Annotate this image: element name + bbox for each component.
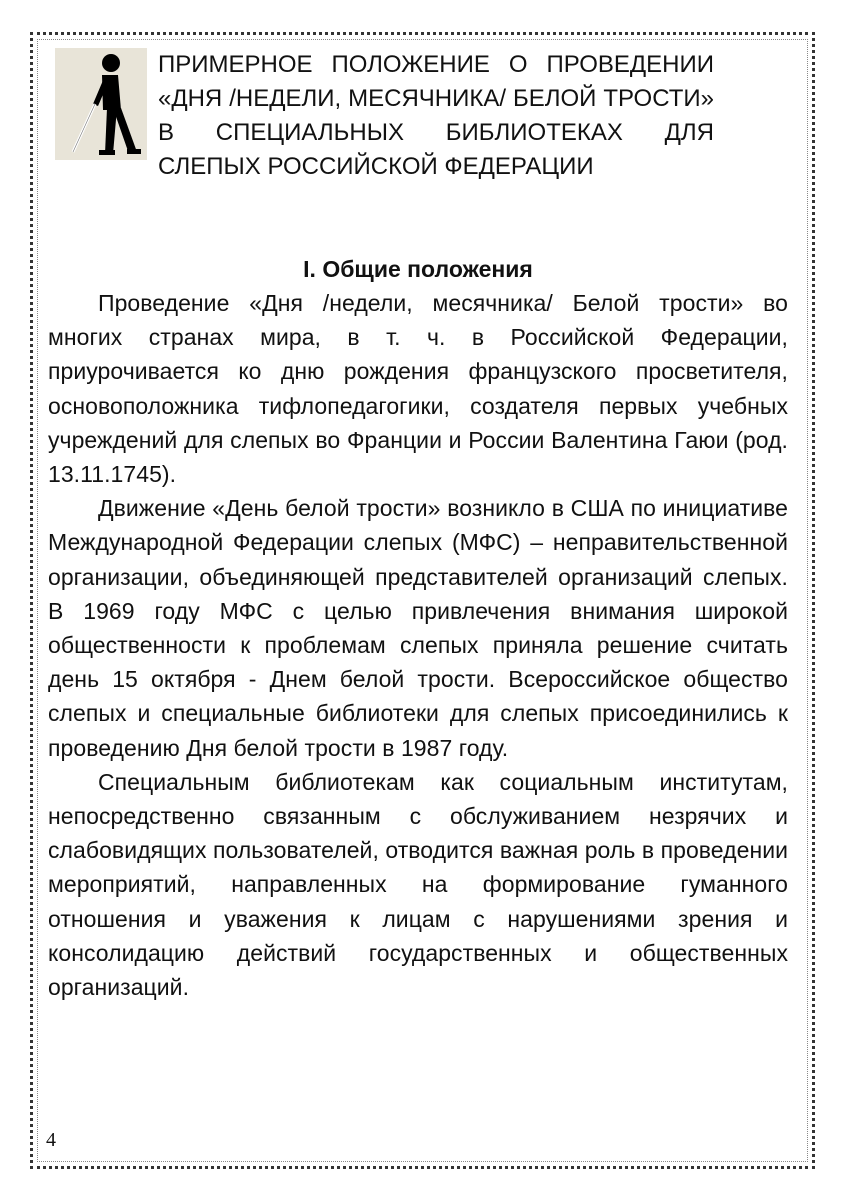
document-title: ПРИМЕРНОЕ ПОЛОЖЕНИЕ О ПРОВЕДЕНИИ «ДНЯ /НЕДЕЛИ, МЕСЯЧНИКА/ БЕЛОЙ ТРОСТИ» В СПЕЦИАЛЬНЫХ БИБЛИОТЕКАХ ДЛЯ СЛЕПЫХ РОССИЙСКОЙ ФЕДЕРАЦИИ bbox=[158, 51, 714, 180]
section-heading: I. Общие положения bbox=[303, 256, 533, 282]
white-cane-walker-icon bbox=[55, 48, 147, 160]
paragraph-3: Специальным библиотекам как социальным институтам, непосредственно связанным с обслуживанием незрячих и слабовидящих пользователей, отводится важная роль в проведении мероприятий, направленных на формирование гуманного отношения и уважения к лицам с нарушениями зрения и консолидацию действий государственных и общественных организаций. bbox=[48, 768, 788, 1001]
paragraph-2: Движение «День белой трости» возникло в США по инициативе Международной Федерации слепых (МФС) – неправительственной организации, объединяющей представителей организаций слепых. В 1969 году МФС с целью привлечения внимания широкой общественности к проблемам слепых приняла решение считать день 15 октября - Днем белой трости. Всероссийское общество слепых и специальные библиотеки для слепых присоединились к проведению Дня белой трости в 1987 году. bbox=[48, 495, 788, 761]
page-number: 4 bbox=[46, 1129, 56, 1151]
paragraph-1: Проведение «Дня /недели, месячника/ Белой трости» во многих странах мира, в т. ч. в Российской Федерации, приурочивается ко дню рождения французского просветителя, основоположника тифлопедагогики, создателя первых учебных учреждений для слепых во Франции и России Валентина Гаюи (род. 13.11.1745). bbox=[48, 290, 788, 488]
body-text bbox=[48, 286, 788, 1004]
